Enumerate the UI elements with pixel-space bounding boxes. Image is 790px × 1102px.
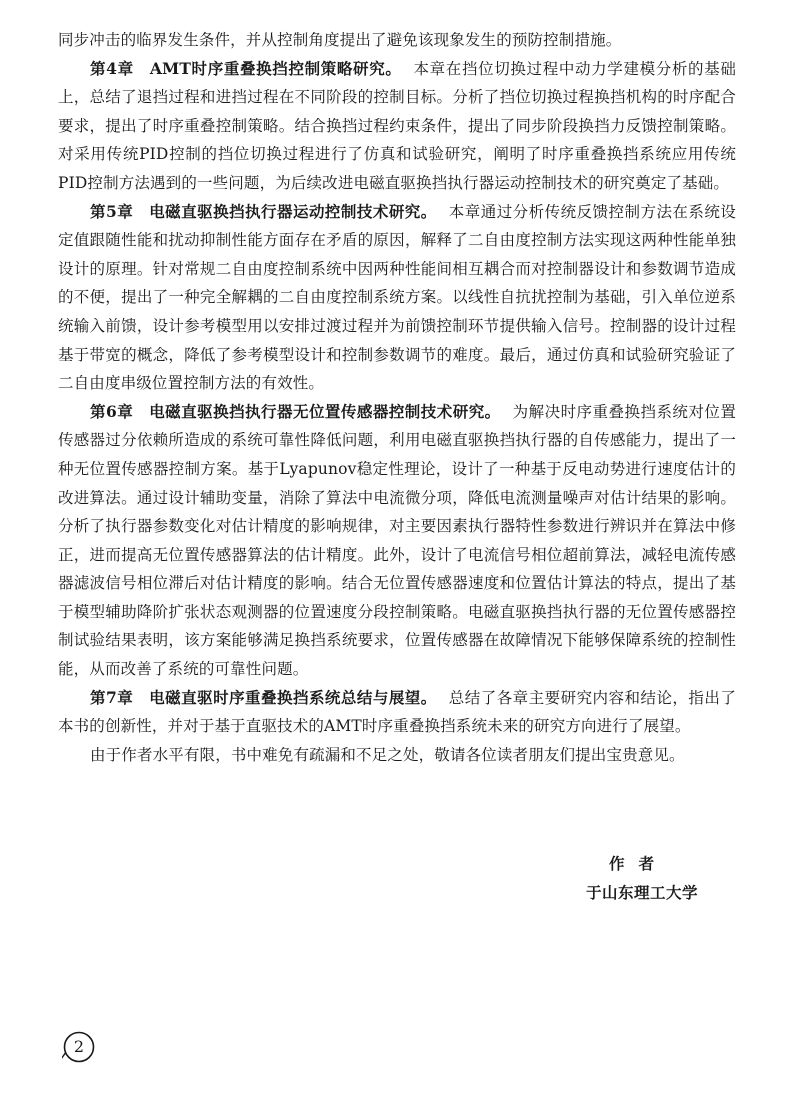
paragraph-closing-note [58,741,736,770]
signature-author: 作者 [608,855,668,873]
paragraph-text: 为解决时序重叠换挡系统对位置传感器过分依赖所造成的系统可靠性降低问题，利用电磁直驱换挡执行器的自传感能力，提出了一种无位置传感器控制方案。基于Lyapunov稳定性理论，设计了一种基于反电动势进行速度估计的改进算法。通过设计辅助变量，消除了算法中电流微分项，降低电流测量噪声对估计结果的影响。分析了执行器参数变化对估计精度的影响规律，对主要因素执行器特性参数进行辨识并在算法中修正，进而提高无位置传感器算法的估计精度。此外，设计了电流信号相位超前算法，减轻电流传感器滤波信号相位滞后对估计精度的影响。结合无位置传感器速度和位置估计算法的特点，提出了基于模型辅助降阶扩张状态观测器的位置速度分段控制策略。电磁直驱换挡执行器的无位置传感器控制试验结果表明，该方案能够满足换挡系统要求，位置传感器在故障情况下能够保障系统的控制性能，从而改善了系统的可靠性问题。 [58,402,736,679]
paragraph-text: 总结了各章主要研究内容和结论，指出了本书的创新性，并对于基于直驱技术的AMT时序重叠换挡系统未来的研究方向进行了展望。 [58,688,737,736]
paragraph-chapter-7 [58,684,736,741]
paragraph-text: 同步冲击的临界发生条件，并从控制角度提出了避免该现象发生的预防控制措施。 [58,31,622,49]
paragraph-text: 本章在挡位切换过程中动力学建模分析的基础上，总结了退挡过程和进挡过程在不同阶段的控制目标。分析了挡位切换过程换挡机构的时序配合要求，提出了时序重叠控制策略。结合换挡过程约束条件，提出了同步阶段换挡力反馈控制策略。对采用传统PID控制的挡位切换过程进行了仿真和试验研究，阐明了时序重叠换挡系统应用传统PID控制方法遇到的一些问题，为后续改进电磁直驱换挡执行器运动控制技术的研究奠定了基础。 [58,59,736,192]
chapter-4-heading: 第4章 AMT时序重叠换挡控制策略研究。 [90,58,402,78]
chapter-5-heading: 第5章 电磁直驱换挡执行器运动控制技术研究。 [90,201,437,221]
paragraph-chapter-5 [58,198,736,398]
paragraph-text: 由于作者水平有限，书中难免有疏漏和不足之处，敬请各位读者朋友们提出宝贵意见。 [90,745,685,764]
paragraph-chapter-6 [58,398,736,684]
paragraph-text: 本章通过分析传统反馈控制方法在系统设定值跟随性能和扰动抑制性能方面存在矛盾的原因，解释了二自由度控制方法实现这两种性能单独设计的原理。针对常规二自由度控制系统中因两种性能间相互耦合而对控制器设计和参数调节造成的不便，提出了一种完全解耦的二自由度控制系统方案。以线性自抗扰控制为基础，引入单位逆系统输入前馈，设计参考模型用以安排过渡过程并为前馈控制环节提供输入信号。控制器的设计过程基于带宽的概念，降低了参考模型设计和控制参数调节的难度。最后，通过仿真和试验研究验证了二自由度串级位置控制方法的有效性。 [58,202,737,393]
chapter-6-heading: 第6章 电磁直驱换挡执行器无位置传感器控制技术研究。 [90,401,501,421]
signature-organization: 于山东理工大学 [585,884,698,902]
chapter-7-heading: 第7章 电磁直驱时序重叠换挡系统总结与展望。 [90,687,437,707]
page-number-badge [62,1030,96,1064]
paragraph-continuation [58,26,736,55]
paragraph-chapter-4 [58,55,736,198]
page-body [58,26,736,769]
page-number: 2 [73,1037,85,1056]
author-signature [586,850,698,908]
